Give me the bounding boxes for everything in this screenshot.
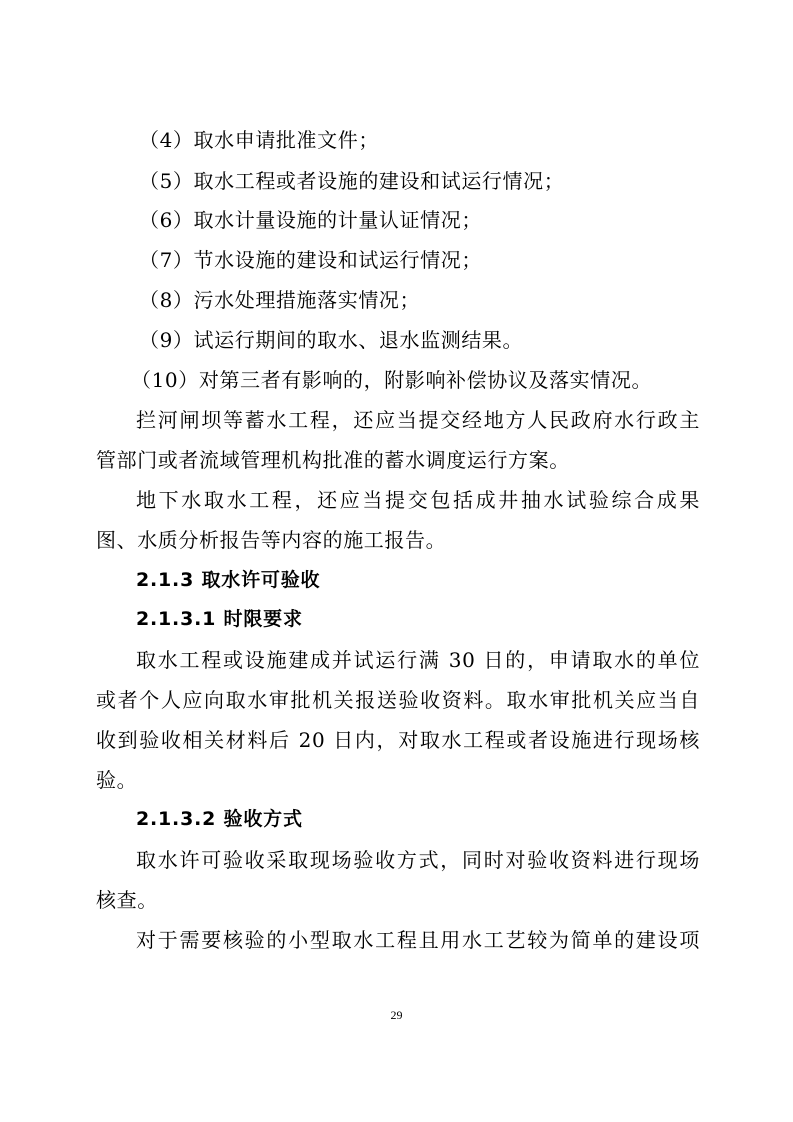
paragraph-line: 或者个人应向取水审批机关报送验收资料。取水审批机关应当自	[96, 688, 700, 712]
paragraph-line: 取水许可验收采取现场验收方式，同时对验收资料进行现场	[136, 848, 700, 872]
paragraph-line: 验。	[96, 768, 138, 792]
paragraph-line: 对于需要核验的小型取水工程且用水工艺较为简单的建设项	[136, 928, 700, 952]
page-number: 29	[390, 1008, 403, 1022]
list-item: （5）取水工程或者设施的建设和试运行情况；	[139, 169, 565, 193]
paragraph-line: 取水工程或设施建成并试运行满 30 日的，申请取水的单位	[136, 648, 700, 672]
section-heading: 2.1.3 取水许可验收	[136, 569, 321, 591]
list-item: （8）污水处理措施落实情况；	[139, 288, 421, 312]
paragraph-line: 图、水质分析报告等内容的施工报告。	[96, 528, 447, 552]
subsection-heading: 2.1.3.2 验收方式	[136, 808, 303, 830]
list-item: （7）节水设施的建设和试运行情况；	[139, 248, 482, 272]
list-item: （6）取水计量设施的计量认证情况；	[139, 208, 482, 232]
list-item: （9）试运行期间的取水、退水监测结果。	[139, 328, 524, 352]
paragraph-line: 管部门或者流域管理机构批准的蓄水调度运行方案。	[96, 448, 570, 472]
list-item: （10）对第三者有影响的，附影响补偿协议及落实情况。	[131, 368, 653, 392]
list-item: （4）取水申请批准文件；	[139, 128, 379, 152]
paragraph-line: 收到验收相关材料后 20 日内，对取水工程或者设施进行现场核	[96, 728, 700, 752]
subsection-heading: 2.1.3.1 时限要求	[136, 608, 303, 630]
paragraph-line: 拦河闸坝等蓄水工程，还应当提交经地方人民政府水行政主	[136, 408, 700, 432]
paragraph-line: 地下水取水工程，还应当提交包括成井抽水试验综合成果	[136, 488, 700, 512]
paragraph-line: 核查。	[96, 888, 158, 912]
